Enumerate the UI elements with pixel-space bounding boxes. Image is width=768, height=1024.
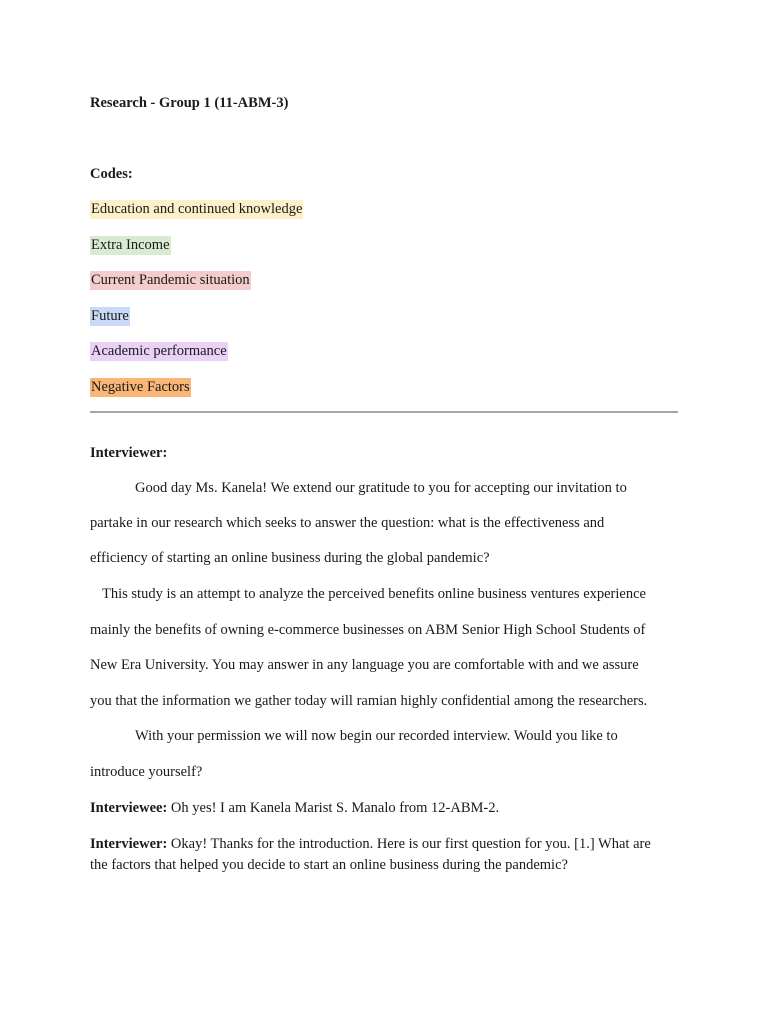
- code-label-extra-income: Extra Income: [91, 237, 170, 253]
- document-title: Research - Group 1 (11-ABM-3): [90, 95, 289, 111]
- code-label-negative: Negative Factors: [91, 379, 190, 395]
- code-item-extra-income: [90, 236, 171, 254]
- code-label-academic: Academic performance: [91, 343, 227, 359]
- code-item-negative: [90, 378, 191, 396]
- code-item-pandemic: [90, 271, 251, 289]
- interviewer-question: [90, 835, 651, 853]
- intro-line: you that the information we gather today will ramian highly confidential among the researchers.: [90, 693, 648, 709]
- code-label-education: Education and continued knowledge: [91, 201, 303, 217]
- codes-heading: Codes:: [90, 166, 133, 182]
- intro-line: New Era University. You may answer in any language you are comfortable with and we assure: [90, 657, 639, 673]
- interviewer-question-label: Interviewer:: [90, 836, 168, 852]
- intro-line: This study is an attempt to analyze the perceived benefits online business ventures experience: [102, 586, 646, 602]
- interviewee-reply-text: Oh yes! I am Kanela Marist S. Manalo from 12-ABM-2.: [170, 800, 500, 816]
- intro-line: mainly the benefits of owning e-commerce businesses on ABM Senior High School Students of: [90, 622, 646, 638]
- code-label-future: Future: [91, 308, 129, 324]
- question-text-line-2: the factors that helped you decide to start an online business during the pandemic?: [90, 857, 568, 873]
- intro-line: partake in our research which seeks to answer the question: what is the effectiveness and: [90, 515, 605, 531]
- intro-line: With your permission we will now begin our recorded interview. Would you like to: [135, 728, 618, 744]
- code-item-education: [90, 200, 303, 218]
- intro-line: introduce yourself?: [90, 764, 203, 780]
- interviewer-label: Interviewer:: [90, 445, 168, 461]
- horizontal-divider: [90, 411, 678, 413]
- code-item-academic: [90, 342, 228, 360]
- interviewee-label: Interviewee:: [90, 800, 168, 816]
- interviewee-reply: [90, 799, 499, 817]
- question-text-line-1: Okay! Thanks for the introduction. Here is our first question for you. [1.] What are: [170, 836, 651, 852]
- intro-line: Good day Ms. Kanela! We extend our gratitude to you for accepting our invitation to: [135, 480, 627, 496]
- code-item-future: [90, 307, 130, 325]
- intro-line: efficiency of starting an online business during the global pandemic?: [90, 550, 490, 566]
- code-label-pandemic: Current Pandemic situation: [91, 272, 250, 288]
